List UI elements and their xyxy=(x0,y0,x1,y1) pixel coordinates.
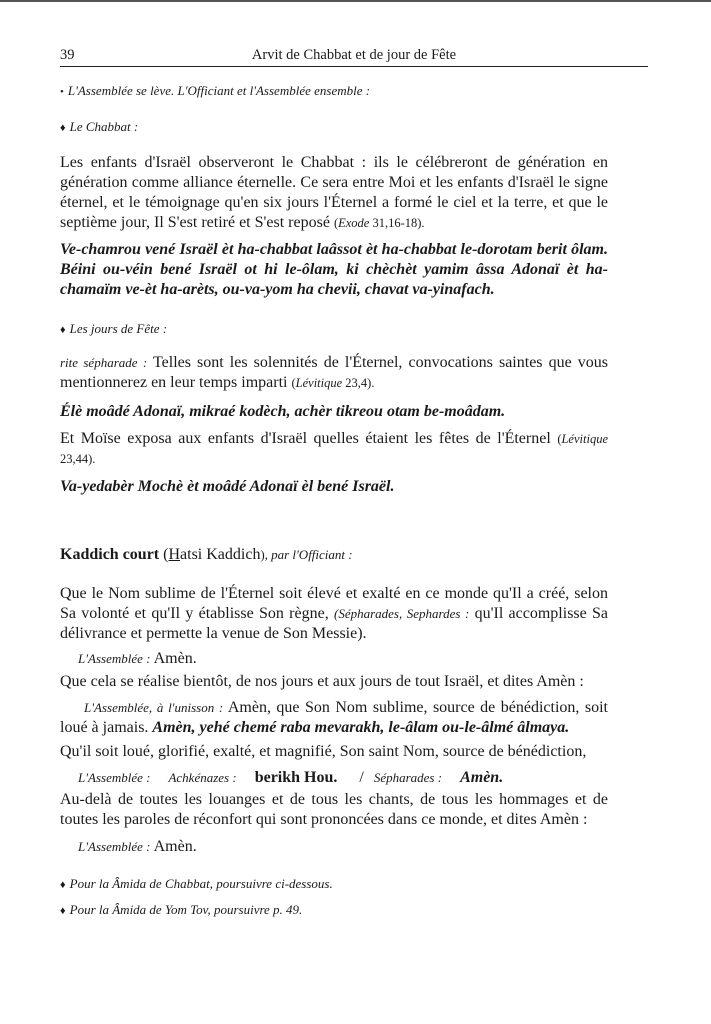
ashkenazes-label: Achkénazes : xyxy=(168,770,237,785)
rubric-text: Pour la Âmida de Chabbat, poursuivre ci-dessous. xyxy=(69,876,333,891)
paragraph-text: Que le Nom sublime de l'Éternel soit élevé et exalté en ce monde qu'Il a créé, selon Sa volonté et qu'Il y établisse Son règne, xyxy=(60,585,608,622)
kaddich-paragraph-1 xyxy=(60,584,608,644)
verse-reference xyxy=(334,216,425,230)
assembly-unison-response xyxy=(60,698,608,738)
rubric-shabbat xyxy=(60,118,608,137)
shabbat-transliteration: Ve-chamrou vené Israël èt ha-chabbat laâssot èt ha-chabbat le-dorotam berit ôlam. Béini ou-véin bené Israël ot hi le-ôlam, ki chèchèt yamim âssa Adonaï èt ha-chamaïm ve-èt ha-arèts, ou-va-yom ha chevii, chavat va-yinafach. xyxy=(60,241,608,298)
top-border xyxy=(0,0,711,2)
kaddich-paragraph-2: Que cela se réalise bientôt, de nos jours et aux jours de tout Israël, et dites Amèn : xyxy=(60,673,584,690)
diamond-bullet-icon: ♦ xyxy=(60,905,66,917)
ref-verse: 23,4). xyxy=(345,376,375,390)
kaddich-title: Kaddich court xyxy=(60,546,160,563)
diamond-bullet-icon: ♦ xyxy=(60,122,66,134)
assembly-response-3 xyxy=(60,837,608,857)
kaddich-heading xyxy=(60,545,608,565)
assembly-label: L'Assemblée : xyxy=(78,770,151,785)
assembly-unison-label: L'Assemblée, à l'unisson : xyxy=(84,700,224,715)
rubric-amida-yomtov xyxy=(60,901,608,920)
rubric-festival-days xyxy=(60,320,608,339)
page-header xyxy=(60,44,648,67)
kaddich-paragraph-3: Qu'il soit loué, glorifié, exalté, et magnifié, Son saint Nom, source de bénédiction, xyxy=(60,743,587,760)
ref-book: Exode xyxy=(338,216,370,230)
verse-text: Et Moïse exposa aux enfants d'Israël quelles étaient les fêtes de l'Éternel xyxy=(60,430,551,447)
rubric-text: Le Chabbat : xyxy=(69,119,139,134)
hatsi-rest: atsi Kaddich xyxy=(180,546,261,563)
verse-reference xyxy=(291,376,374,390)
rubric-text: Pour la Âmida de Yom Tov, poursuivre p. 49. xyxy=(69,902,303,917)
diamond-bullet-icon: ♦ xyxy=(60,324,66,336)
ref-open: ( xyxy=(557,432,562,446)
assembly-label: L'Assemblée : xyxy=(78,651,151,666)
ref-book: Lévitique xyxy=(295,376,343,390)
paren-open: ( xyxy=(159,546,169,563)
sepharades-label: Sépharades : xyxy=(373,770,443,785)
separator-slash: / xyxy=(359,769,364,786)
ref-open: ( xyxy=(291,376,296,390)
festival-verse-2 xyxy=(60,429,608,469)
festival-transliteration-1: Élè moâdé Adonaï, mikraé kodèch, achèr tikreou otam be-moâdam. xyxy=(60,403,506,420)
berikh-hou: berikh Hou. xyxy=(254,769,338,786)
verse-text: Les enfants d'Israël observeront le Chabbat : ils le célébreront de génération en génération comme alliance éternelle. Ce sera entre Moi et les enfants d'Israël le signe éternel, et le témoignage qu'en six jours l'Éternel a formé le ciel et la terre, et que le septième jour, Il S'est retiré et S'est reposé xyxy=(60,154,608,231)
rite-label: rite sépharade : xyxy=(60,355,148,370)
kaddich-paragraph-4: Au-delà de toutes les louanges et de tous les chants, de tous les hommages et de toutes les paroles de réconfort qui sont prononcées dans ce monde, et dites Amèn : xyxy=(60,791,608,828)
paragraph-text: qu'Il accomplisse Sa délivrance et permette la venue de Son Messie). xyxy=(60,605,609,642)
rites-note: (Sépharades, Sephardes : xyxy=(334,606,470,621)
response-transliteration: Amèn, yehé chemé raba mevarakh, le-âlam ou-le-âlmé âlmaya. xyxy=(152,719,570,736)
festival-transliteration-2: Va-yedabèr Mochè èt moâdé Adonaï èl bené Israël. xyxy=(60,478,395,495)
ref-book: Lévitique xyxy=(561,432,608,446)
rubric-text: L'Assemblée se lève. L'Officiant et l'Assemblée ensemble : xyxy=(67,83,371,98)
assembly-response-2 xyxy=(60,768,608,788)
running-title: Arvit de Chabbat et de jour de Fête xyxy=(251,47,457,63)
verse-text: Telles sont les solennités de l'Éternel, convocations saintes que vous mentionnerez en leur temps imparti xyxy=(60,354,609,391)
assembly-label: L'Assemblée : xyxy=(78,839,151,854)
bullet-dot-icon: • xyxy=(60,86,64,98)
ref-verse: 23,44). xyxy=(60,452,96,466)
amen-bold: Amèn. xyxy=(460,769,504,786)
ref-open: ( xyxy=(333,216,339,230)
rubric-assembly-rises xyxy=(60,82,608,101)
diamond-bullet-icon: ♦ xyxy=(60,879,66,891)
assembly-response-1 xyxy=(60,649,608,669)
page-content xyxy=(60,82,608,920)
rubric-amida-shabbat xyxy=(60,875,608,894)
paren-close: ) xyxy=(260,548,265,562)
festival-verse-1 xyxy=(60,353,608,393)
amen-text: Amèn. xyxy=(153,650,197,667)
shabbat-verse xyxy=(60,153,608,233)
amen-text: Amèn. xyxy=(153,838,197,855)
ref-verse: 31,16-18). xyxy=(372,216,425,230)
rubric-text: Les jours de Fête : xyxy=(69,321,168,336)
hatsi-initial: H xyxy=(168,546,181,563)
by-officiant: , par l'Officiant : xyxy=(264,547,353,562)
response-text: Amèn, que Son Nom sublime, source de bénédiction, soit loué à jamais. xyxy=(60,699,608,736)
page-number: 39 xyxy=(60,47,75,63)
